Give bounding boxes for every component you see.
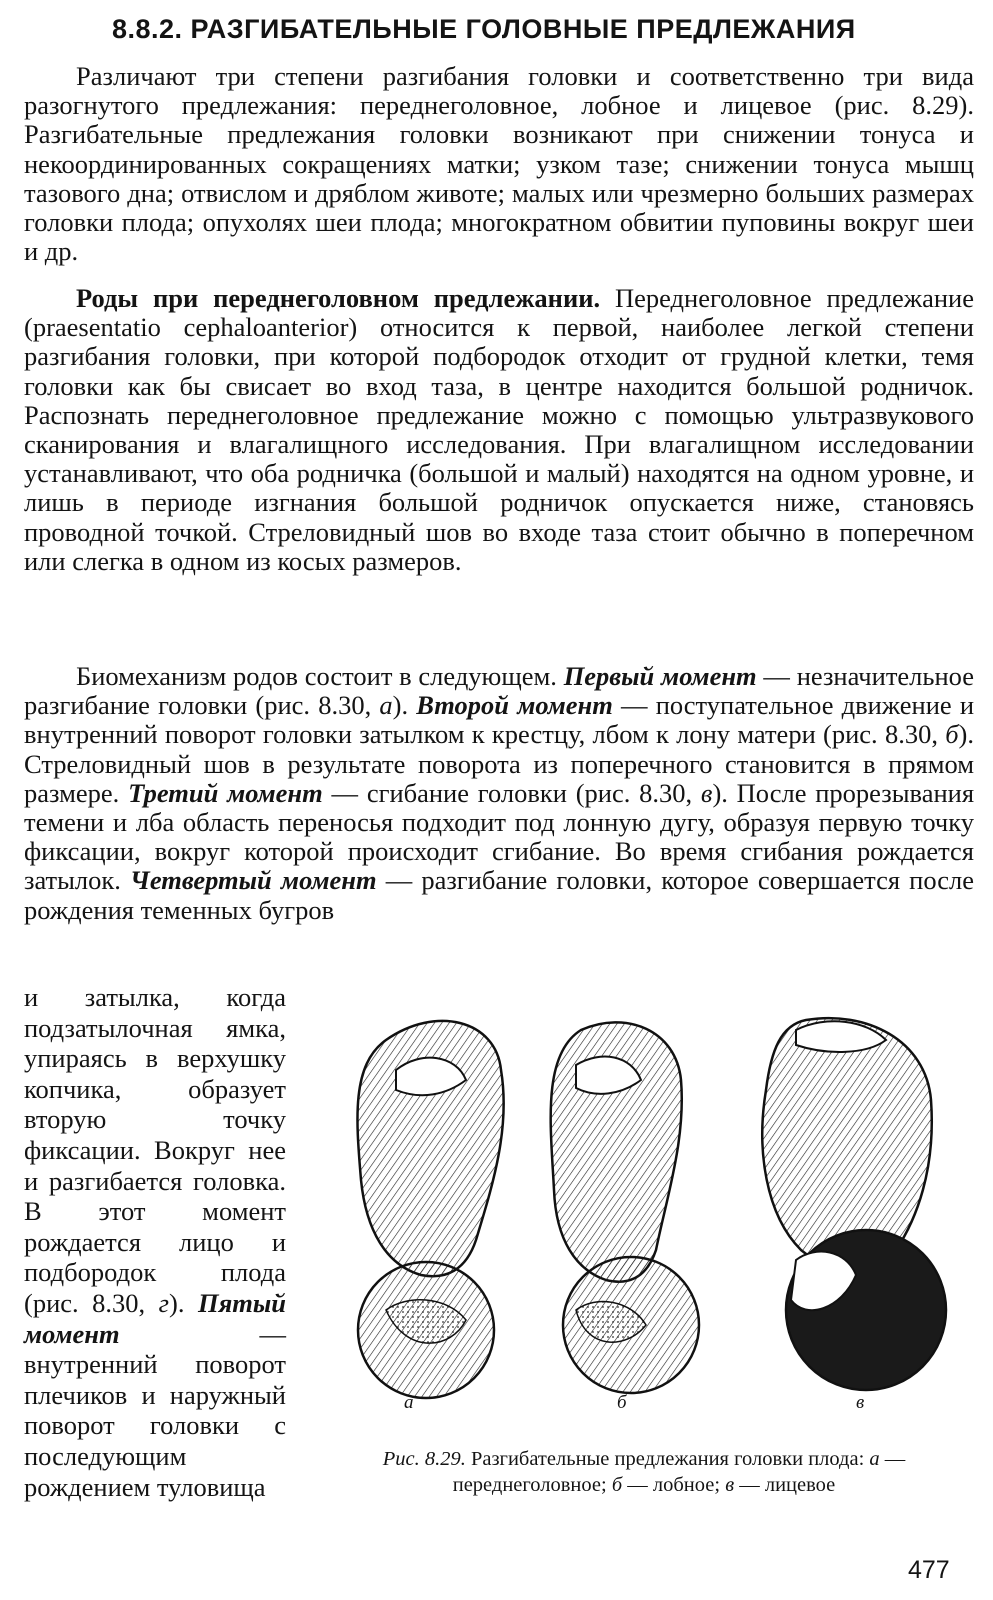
text-run: — разгибание головки, которое совершается после рождения теменных бугров bbox=[24, 865, 974, 925]
figure-ref-letter: г bbox=[158, 1287, 170, 1318]
fetal-head-presentations-illustration bbox=[326, 1010, 972, 1400]
paragraph-run-in-heading: Роды при переднеголовном предлежании. bbox=[76, 283, 601, 313]
caption-letter: б bbox=[611, 1474, 623, 1496]
text-run: — внутренний поворот плечиков и наружный поворот головки с последующим рождением туловища bbox=[24, 1318, 286, 1502]
figure-ref-letter: б bbox=[945, 719, 959, 750]
moment-term: Второй момент bbox=[416, 690, 613, 721]
moment-term: Первый момент bbox=[563, 661, 757, 691]
caption-text: — лицевое bbox=[734, 1474, 836, 1496]
moment-term: Третий момент bbox=[128, 777, 323, 808]
fetus-a-drawing bbox=[357, 1021, 503, 1398]
moment-term: Четвертый момент bbox=[130, 865, 377, 896]
fetus-v-drawing bbox=[762, 1018, 946, 1390]
text-run: ). bbox=[169, 1287, 198, 1318]
text-run: — незначительное разгибание головки (рис. 8.30, bbox=[24, 661, 974, 721]
text-run: и затылка, когда подзатылочная ямка, упираясь в верхушку копчика, образует вторую точку фиксации. Вокруг нее и разгибается головка. В этот момент рождается лицо и подбородок плода (рис. 8.30, bbox=[24, 982, 286, 1318]
caption-letter: в bbox=[725, 1474, 735, 1496]
section-heading: 8.8.2. РАЗГИБАТЕЛЬНЫЕ ГОЛОВНЫЕ ПРЕДЛЕЖАНИЯ bbox=[112, 14, 856, 44]
text-run: Биомеханизм родов состоит в следующем. bbox=[76, 661, 564, 691]
fetus-b-drawing bbox=[551, 1022, 699, 1393]
figure-caption bbox=[326, 1446, 962, 1498]
paragraph-body: Переднеголовное предлежание (praesentatio cephaloanterior) относится к первой, наиболее легкой степени разгибания головки, при которой подбородок отходит от грудной клетки, темя головки как бы свисает во вход таза, в центре находится большой родничок. Распознать переднеголовное предлежание можно с помощью ультразвукового сканирования и влагалищного исследования. При влагалищном исследовании устанавливают, что оба родничка (большой и малый) находятся на одном уровне, и лишь в периоде изгнания большой родничок опускается ниже, становясь проводной точкой. Стреловидный шов во входе таза стоит обычно в поперечном или слегка в одном из косых размеров. bbox=[24, 283, 974, 576]
moment-term: Пятый момент bbox=[24, 1287, 286, 1349]
caption-text: — лобное; bbox=[622, 1474, 726, 1496]
figure-ref-letter: а bbox=[379, 690, 393, 721]
page-number: 477 bbox=[908, 1556, 950, 1584]
paragraph-anterior-cephalic bbox=[24, 284, 974, 576]
figure-label-b: б bbox=[617, 1392, 627, 1413]
text-run: — сгибание головки (рис. 8.30, bbox=[322, 777, 701, 808]
paragraph-intro: Различают три степени разгибания головки и соответственно три вида разогнутого предлежания: переднеголовное, лобное и лицевое (рис. 8.29). Разгибательные предлежания головки возникают при снижении тонуса и некоординированных сокращениях матки; узком тазе; снижении тонуса мышц тазового дна; отвислом и дряблом животе; малых или чрезмерно больших размерах головки плода; опухолях шеи плода; многократном обвитии пуповины вокруг шеи и др. bbox=[24, 61, 974, 267]
figure-label-a: а bbox=[404, 1392, 414, 1413]
paragraph-narrow-column bbox=[24, 982, 286, 1502]
text-run: ). Стреловидный шов в результате поворота из поперечного становится в прямом размере. bbox=[24, 719, 974, 808]
text-run: ). После прорезывания темени и лба область переносья подходит под лонную дугу, образуя первую точку фиксации, вокруг которой происходит сгибание. Во время сгибания рождается затылок. bbox=[24, 777, 975, 896]
caption-text: — переднеголовное; bbox=[452, 1448, 906, 1496]
figure-ref-letter: в bbox=[700, 777, 713, 808]
figure-label-v: в bbox=[856, 1392, 865, 1413]
text-run: ). bbox=[392, 690, 417, 721]
paragraph-biomechanism bbox=[24, 662, 974, 925]
caption-text: Разгибательные предлежания головки плода: bbox=[465, 1448, 870, 1470]
caption-prefix: Рис. 8.29. bbox=[382, 1448, 466, 1470]
caption-letter: а bbox=[869, 1448, 880, 1470]
text-run: — поступательное движение и внутренний поворот головки затылком к крестцу, лбом к лону матери (рис. 8.30, bbox=[24, 690, 975, 750]
